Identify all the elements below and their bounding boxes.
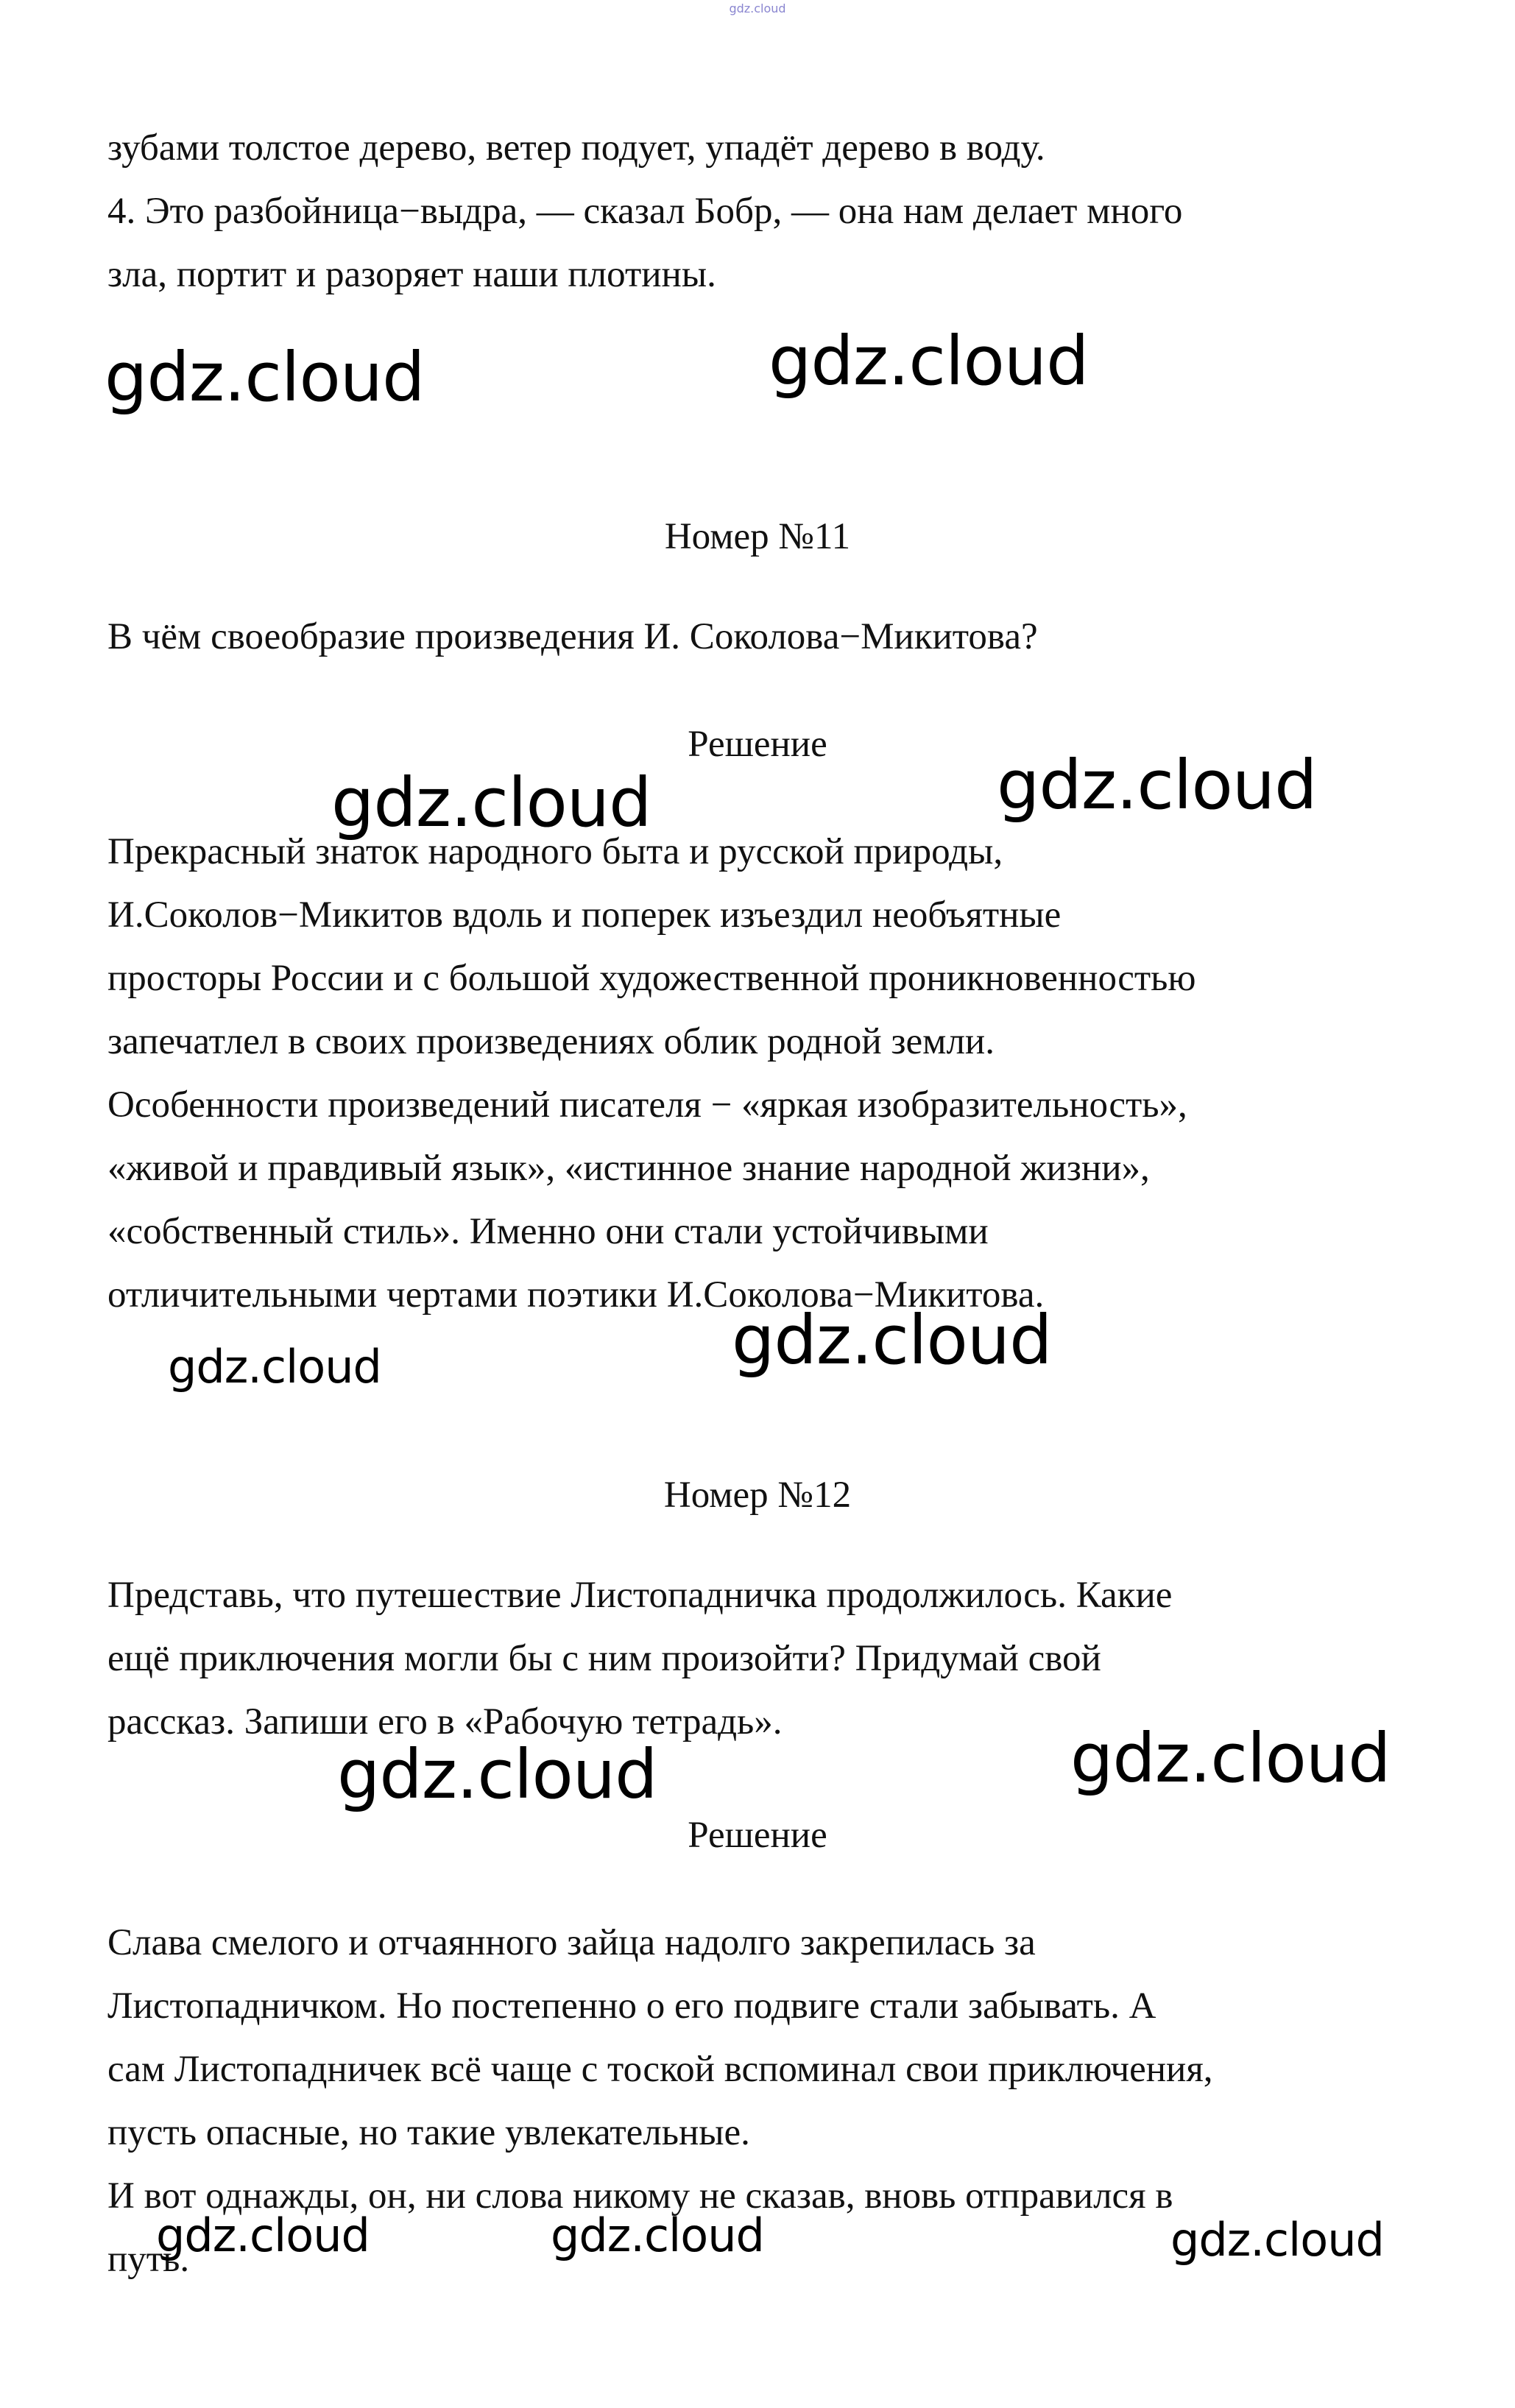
watermark: gdz.cloud [105,338,425,417]
watermark: gdz.cloud [156,2208,370,2262]
task-11-heading: Номер №11 [664,516,851,557]
task-12-solution-label: Решение [688,1815,827,1856]
answer-line: пусть опасные, но такие увлекательные. [107,2112,750,2153]
answer-line: запечатлел в своих произведениях облик родной земли. [107,1021,995,1062]
watermark: gdz.cloud [769,322,1089,400]
question-line: рассказ. Запиши его в «Рабочую тетрадь». [107,1701,783,1743]
answer-line: сам Листопадничек всё чаще с тоской вспоминал свои приключения, [107,2049,1213,2090]
task-11-answer [107,820,1418,1327]
watermark: gdz.cloud [997,746,1317,825]
answer-line: И.Соколов−Микитов вдоль и поперек изъездил необъятные [107,894,1062,936]
watermark: gdz.cloud [732,1301,1052,1380]
text-line: 4. Это разбойница−выдра, — сказал Бобр, — она нам делает много [107,191,1183,232]
watermark: gdz.cloud [168,1340,381,1394]
watermark: gdz.cloud [337,1735,657,1814]
task-11-question [107,605,1418,668]
answer-line: Слава смелого и отчаянного зайца надолго закрепилась за [107,1922,1036,1963]
answer-line: И вот однажды, он, ни слова никому не сказав, вновь отправился в [107,2175,1173,2217]
answer-line: путь. [107,2239,190,2280]
answer-line: отличительными чертами поэтики И.Соколова−Микитова. [107,1274,1045,1316]
question-line: Представь, что путешествие Листопадничка продолжилось. Какие [107,1575,1173,1616]
task-11-solution-label: Решение [688,724,827,765]
answer-line: Листопадничком. Но постепенно о его подвиге стали забывать. А [107,1985,1156,2027]
watermark: gdz.cloud [551,2208,764,2262]
text-line: зубами толстое дерево, ветер подует, упадёт дерево в воду. [107,127,1045,169]
answer-line: Особенности произведений писателя − «яркая изобразительность», [107,1084,1187,1126]
site-tag: gdz.cloud [729,1,786,15]
question-line: В чём своеобразие произведения И. Соколова−Микитова? [107,616,1038,657]
watermark: gdz.cloud [1170,2213,1384,2267]
question-line: ещё приключения могли бы с ним произойти? Придумай свой [107,1638,1101,1679]
watermark: gdz.cloud [1070,1719,1391,1798]
answer-line: «собственный стиль». Именно они стали устойчивыми [107,1211,989,1252]
task-12-heading: Номер №12 [663,1475,852,1516]
intro-paragraph [107,116,1418,306]
answer-line: «живой и правдивый язык», «истинное знание народной жизни», [107,1148,1150,1189]
answer-line: Прекрасный знаток народного быта и русской природы, [107,831,1003,872]
text-line: зла, портит и разоряет наши плотины. [107,254,716,295]
answer-line: просторы России и с большой художественной проникновенностью [107,958,1196,999]
watermark: gdz.cloud [331,763,651,842]
